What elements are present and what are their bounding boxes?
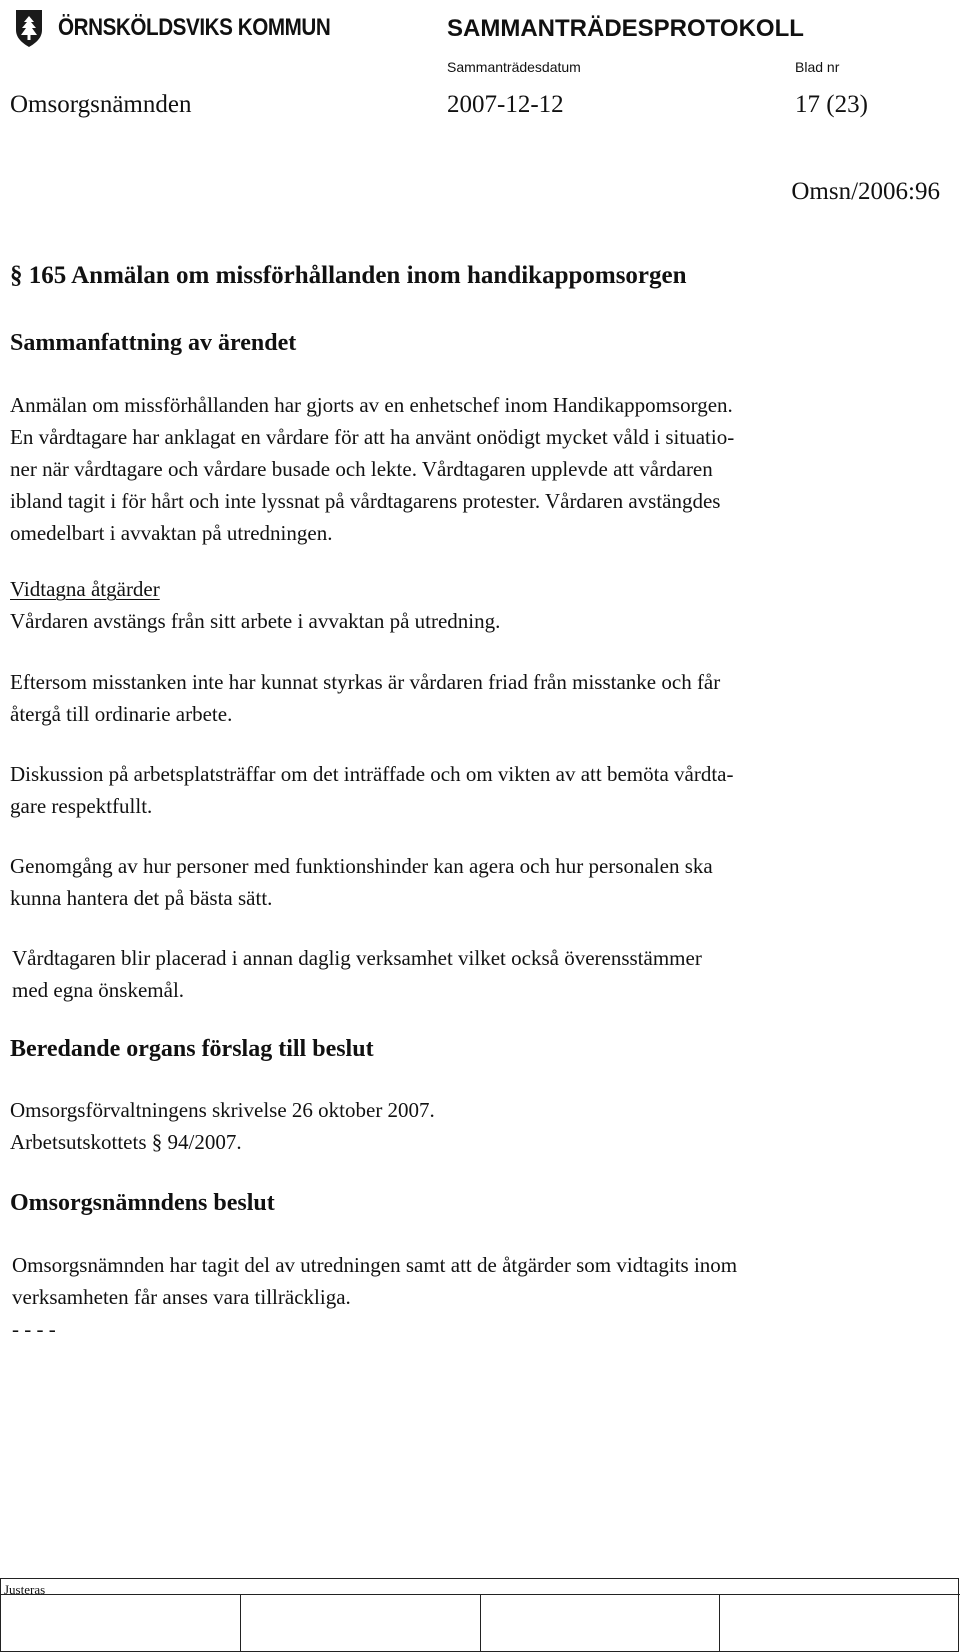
decision-heading: Omsorgsnämndens beslut [10,1190,275,1216]
decision-line: verksamheten får anses vara tillräckliga. [12,1285,351,1309]
paragraph-line: Diskussion på arbetsplatsträffar om det inträffade och om vikten av att bemöta vårdta- [10,762,734,786]
decision-paragraph [12,1249,947,1345]
decision-line: Omsorgsnämnden har tagit del av utredningen samt att de åtgärder som vidtagits inom [12,1253,738,1277]
footer-label: Justeras [4,1582,46,1597]
summary-line: ner när vårdtagare och vårdare busade och lekte. Vårdtagaren upplevde att vårdaren [10,457,713,481]
paragraph-line: Eftersom misstanken inte har kunnat styrkas är vårdaren friad från misstanke och får [10,670,721,694]
summary-line: ibland tagit i för hårt och inte lyssnat på vårdtagarens protester. Vårdaren avstängdes [10,489,721,513]
measures-paragraph [12,942,947,1006]
proposal-paragraph [10,1094,945,1158]
page-number: 17 (23) [795,91,868,118]
meeting-date: 2007-12-12 [447,91,564,118]
end-mark: - - - - [12,1317,56,1341]
measures-heading: Vidtagna åtgärder [10,577,160,601]
summary-heading: Sammanfattning av ärendet [10,330,297,356]
committee-name: Omsorgsnämnden [10,91,192,118]
page-number-label: Blad nr [795,59,840,75]
paragraph-line: gare respektfullt. [10,794,153,818]
municipality-name: ÖRNSKÖLDSVIKS KOMMUN [58,14,331,41]
summary-paragraph [10,389,945,549]
measures-block [10,573,945,637]
summary-line: En vårdtagare har anklagat en vårdare för att ha använt onödigt mycket våld i situatio- [10,425,735,449]
measures-paragraph [10,666,945,730]
proposal-line: Arbetsutskottets § 94/2007. [10,1130,242,1154]
proposal-heading: Beredande organs förslag till beslut [10,1036,374,1062]
signature-grid [0,1578,960,1652]
document-type: SAMMANTRÄDESPROTOKOLL [447,15,804,42]
summary-line: Anmälan om missförhållanden har gjorts av en enhetschef inom Handikappomsorgen. [10,393,733,417]
paragraph-line: Vårdtagaren blir placerad i annan daglig verksamhet vilket också överensstämmer [12,946,702,970]
proposal-line: Omsorgsförvaltningens skrivelse 26 oktober 2007. [10,1098,435,1122]
paragraph-line: kunna hantera det på bästa sätt. [10,886,273,910]
measures-line: Vårdaren avstängs från sitt arbete i avvaktan på utredning. [10,609,501,633]
agenda-item-title: § 165 Anmälan om missförhållanden inom handikappomsorgen [10,262,687,289]
municipality-crest-icon [14,8,44,48]
paragraph-line: återgå till ordinarie arbete. [10,702,233,726]
case-number: Omsn/2006:96 [791,178,940,205]
paragraph-line: med egna önskemål. [12,978,185,1002]
meeting-date-label: Sammanträdesdatum [447,59,581,75]
summary-line: omedelbart i avvaktan på utredningen. [10,521,333,545]
measures-paragraph [10,850,945,914]
paragraph-line: Genomgång av hur personer med funktionshinder kan agera och hur personalen ska [10,854,713,878]
measures-paragraph [10,758,945,822]
